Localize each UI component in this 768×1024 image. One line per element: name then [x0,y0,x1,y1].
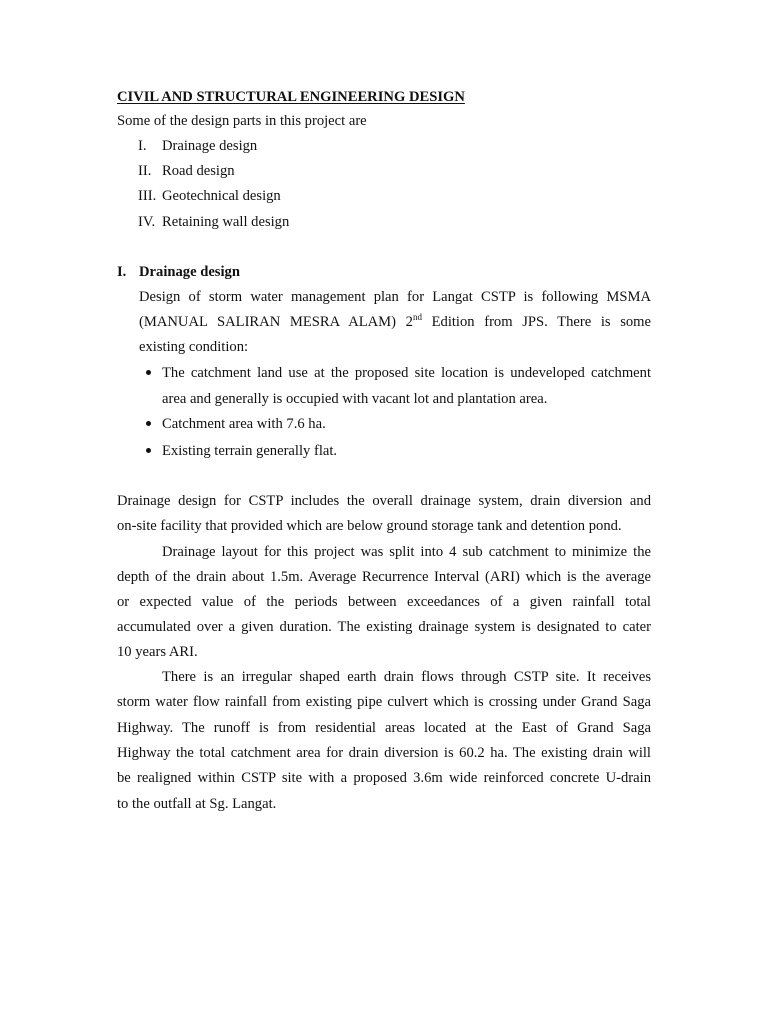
paragraph-text: (MANUAL SALIRAN MESRA ALAM) 2 [139,314,413,330]
paragraph-line: Drainage design for CSTP includes the overall drainage system, drain diversion and [117,493,651,509]
bullet-icon [146,370,151,375]
paragraph-line: depth of the drain about 1.5m. Average Recurrence Interval (ARI) which is the average [117,569,651,585]
bullet-icon [146,448,151,453]
paragraph-line: There is an irregular shaped earth drain flows through CSTP site. It receives [162,669,651,685]
section-title-text: Drainage design [139,264,240,280]
list-item-number: II. [138,163,152,179]
bullet-text: area and generally is occupied with vacant lot and plantation area. [162,391,548,407]
paragraph-line: or expected value of the periods between exceedances of a given rainfall total [117,594,651,610]
section-number: I. [117,264,127,280]
bullet-icon [146,421,151,426]
paragraph-line: storm water flow rainfall from existing pipe culvert which is crossing under Grand Saga [117,694,651,710]
list-item-label: Geotechnical design [162,188,281,204]
paragraph-line: Highway the total catchment area for drain diversion is 60.2 ha. The existing drain will [117,745,651,761]
paragraph-line: to the outfall at Sg. Langat. [117,796,277,812]
list-item-number: III. [138,188,157,204]
list-item [138,213,289,231]
list-item [138,162,235,180]
section-title [117,263,240,281]
paragraph-line: on-site facility that provided which are below ground storage tank and detention pond. [117,518,622,534]
paragraph-line: accumulated over a given duration. The existing drainage system is designated to cater [117,619,651,635]
list-item [138,137,257,155]
list-item [138,187,281,205]
paragraph-line: existing condition: [139,339,249,355]
document-heading: CIVIL AND STRUCTURAL ENGINEERING DESIGN [117,89,465,105]
list-item-number: IV. [138,214,156,230]
list-item-label: Retaining wall design [162,214,290,230]
paragraph-line: 10 years ARI. [117,644,198,660]
list-item-label: Road design [162,163,235,179]
paragraph-line: Highway. The runoff is from residential areas located at the East of Grand Saga [117,720,651,736]
list-item-label: Drainage design [162,138,258,154]
bullet-text: Catchment area with 7.6 ha. [162,416,326,432]
paragraph-line [139,313,651,331]
list-item-number: I. [138,138,147,154]
intro-text: Some of the design parts in this project are [117,113,367,129]
paragraph-text: Edition from JPS. There is some [421,314,652,330]
superscript: nd [412,312,422,322]
paragraph-line: be realigned within CSTP site with a proposed 3.6m wide reinforced concrete U-drain [117,770,651,786]
bullet-text: The catchment land use at the proposed site location is undeveloped catchment [162,365,651,381]
paragraph-line: Drainage layout for this project was split into 4 sub catchment to minimize the [162,544,651,560]
bullet-text: Existing terrain generally flat. [162,443,338,459]
paragraph-line: Design of storm water management plan for Langat CSTP is following MSMA [139,289,651,305]
